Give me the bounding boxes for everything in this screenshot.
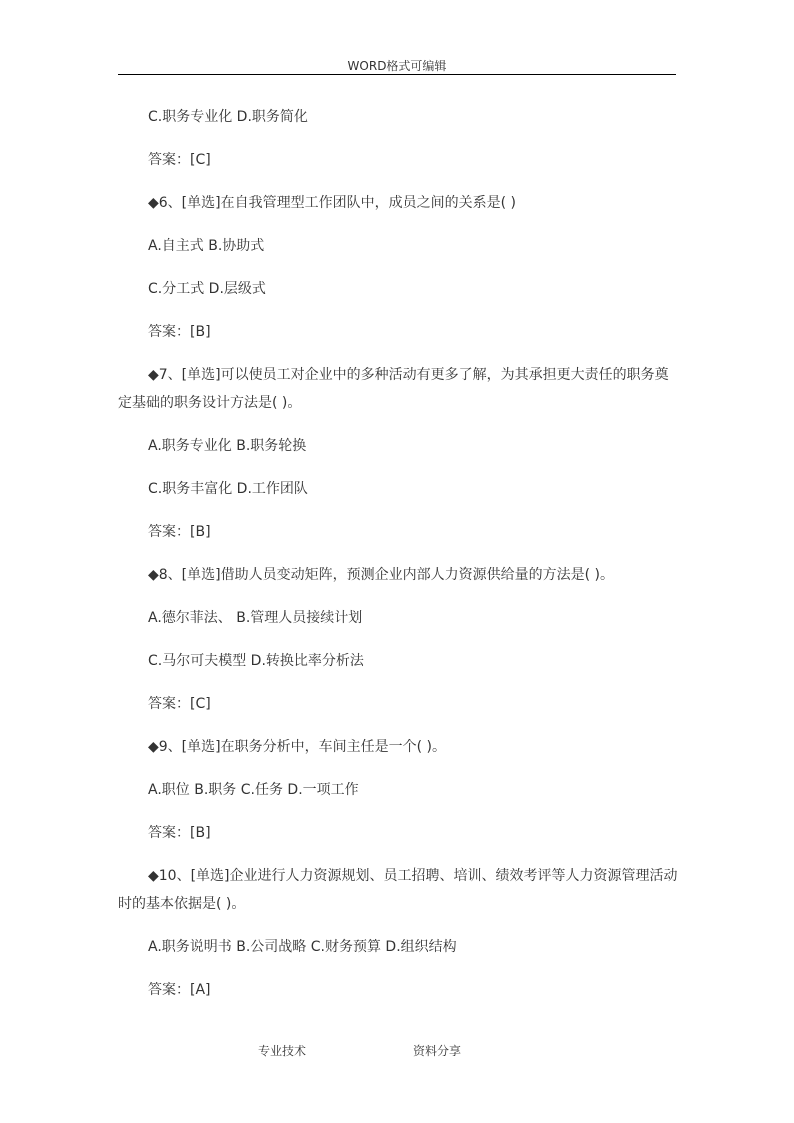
footer-left-text: 专业技术 xyxy=(258,1044,307,1058)
question-9: ◆9、[单选]在职务分析中，车间主任是一个( )。 xyxy=(148,739,446,755)
question-10: ◆10、[单选]企业进行人力资源规划、员工招聘、培训、绩效考评等人力资源管理活动 xyxy=(148,868,678,884)
question-6: ◆6、[单选]在自我管理型工作团队中，成员之间的关系是( ) xyxy=(148,195,516,211)
option-line: A.德尔菲法、 B.管理人员接续计划 xyxy=(148,610,363,626)
option-line: C.马尔可夫模型 D.转换比率分析法 xyxy=(148,653,364,669)
answer-line: 答案：[A] xyxy=(148,982,211,998)
option-line: A.职位 B.职务 C.任务 D.一项工作 xyxy=(148,782,359,798)
question-7: ◆7、[单选]可以使员工对企业中的多种活动有更多了解，为其承担更大责任的职务奠 xyxy=(148,367,669,383)
option-line: A.职务说明书 B.公司战略 C.财务预算 D.组织结构 xyxy=(148,939,457,955)
option-line: C.职务专业化 D.职务简化 xyxy=(148,109,308,125)
option-line: A.职务专业化 B.职务轮换 xyxy=(148,438,307,454)
option-line: C.职务丰富化 D.工作团队 xyxy=(148,481,308,497)
question-8: ◆8、[单选]借助人员变动矩阵，预测企业内部人力资源供给量的方法是( )。 xyxy=(148,567,614,583)
answer-line: 答案：[C] xyxy=(148,696,211,712)
footer-right-text: 资料分享 xyxy=(413,1044,462,1058)
answer-line: 答案：[C] xyxy=(148,152,211,168)
question-7-continuation: 定基础的职务设计方法是( )。 xyxy=(118,395,302,411)
answer-line: 答案：[B] xyxy=(148,825,211,841)
question-10-continuation: 时的基本依据是( )。 xyxy=(118,896,246,912)
page-header-title: WORD格式可编辑 xyxy=(347,59,447,73)
option-line: A.自主式 B.协助式 xyxy=(148,238,265,254)
answer-line: 答案：[B] xyxy=(148,324,211,340)
option-line: C.分工式 D.层级式 xyxy=(148,281,266,297)
answer-line: 答案：[B] xyxy=(148,524,211,540)
header-divider xyxy=(118,74,676,75)
